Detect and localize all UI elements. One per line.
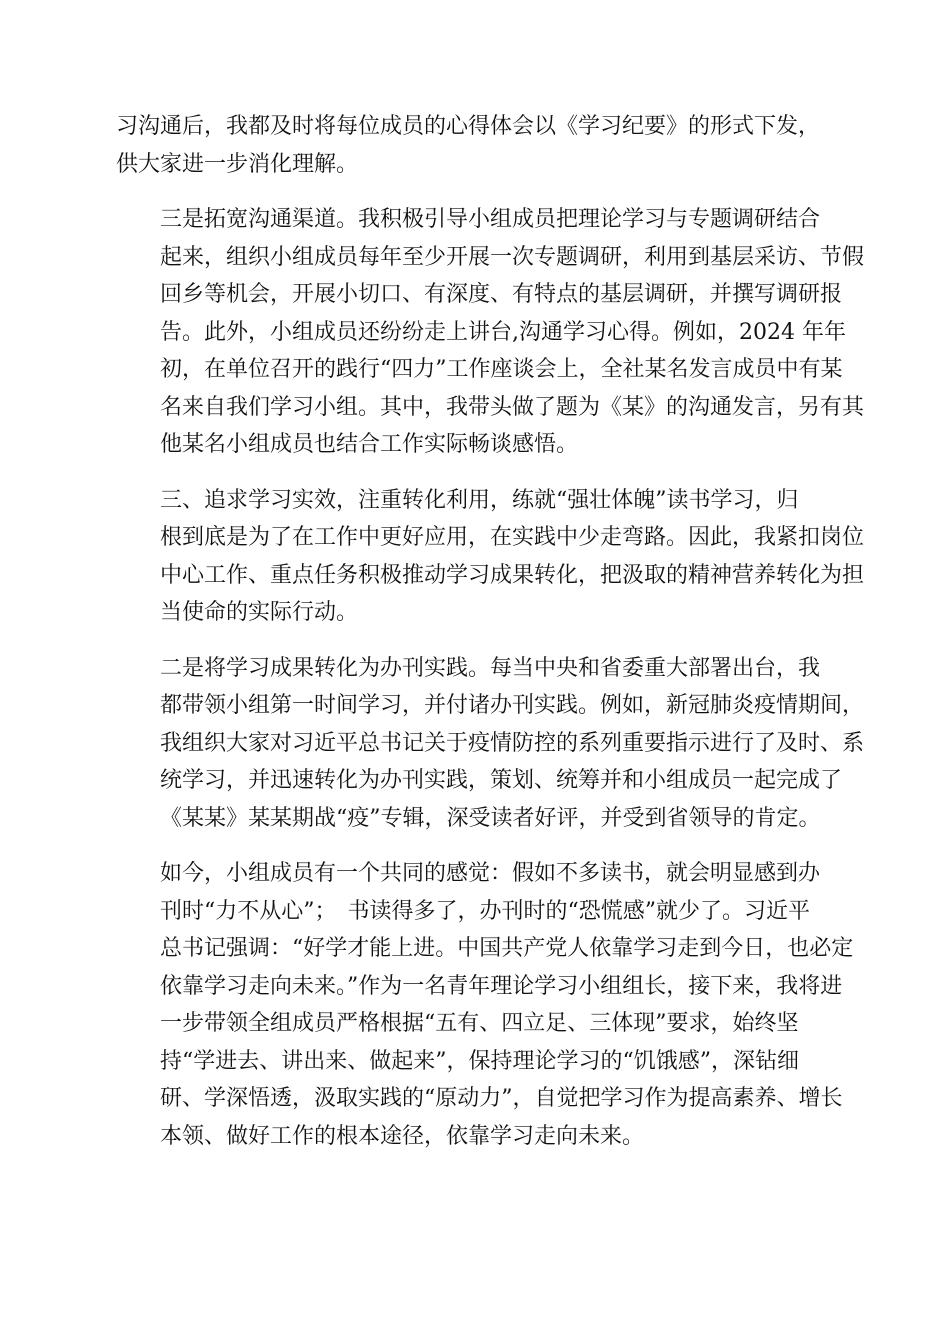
paragraph-line: 中心工作、重点任务积极推动学习成果转化，把汲取的精神营养转化为担 — [160, 562, 865, 588]
paragraph-line: 习沟通后，我都及时将每位成员的心得体会以《学习纪要》的形式下发， — [116, 114, 821, 139]
paragraph-line: 二是将学习成果转化为办刊实践。每当中央和省委重大部署出台，我 — [160, 655, 821, 681]
paragraph-1 — [116, 108, 838, 183]
paragraph-line: 供大家进一步消化理解。 — [116, 151, 359, 177]
paragraph-line: 告。此外，小组成员还纷纷走上讲台,沟通学习心得。例如，2024 年年 — [160, 319, 846, 345]
paragraph-line: 刊时“力不从心”； 书读得多了，办刊时的“恐慌感”就少了。习近平 — [160, 898, 810, 924]
paragraph-4 — [116, 650, 865, 838]
paragraph-5 — [116, 855, 854, 1155]
paragraph-line: 回乡等机会，开展小切口、有深度、有特点的基层调研，并撰写调研报 — [160, 282, 843, 307]
paragraph-line: 《某某》某某期战“疫”专辑，深受读者好评，并受到省领导的肯定。 — [160, 805, 821, 831]
paragraph-line: 三、追求学习实效，注重转化利用，练就“强壮体魄”读书学习，归 — [160, 487, 799, 513]
paragraph-line: 起来，组织小组成员每年至少开展一次专题调研，利用到基层采访、节假 — [160, 244, 865, 270]
paragraph-3 — [116, 482, 865, 632]
paragraph-line: 依靠学习走向未来。”作为一名青年理论学习小组组长，接下来，我将进 — [160, 973, 843, 999]
paragraph-line: 持“学进去、讲出来、做起来”，保持理论学习的“饥饿感”，深钻细 — [160, 1048, 799, 1074]
paragraph-line: 都带领小组第一时间学习，并付诸办刊实践。例如，新冠肺炎疫情期间， — [160, 693, 865, 718]
paragraph-line: 研、学深悟透，汲取实践的“原动力”，自觉把学习作为提高素养、增长 — [160, 1086, 843, 1111]
paragraph-2 — [116, 201, 865, 464]
paragraph-line: 三是拓宽沟通渠道。我积极引导小组成员把理论学习与专题调研结合 — [160, 207, 821, 232]
paragraph-line: 一步带领全组成员严格根据“五有、四立足、三体现”要求，始终坚 — [160, 1011, 799, 1036]
paragraph-line: 统学习，并迅速转化为办刊实践，策划、统筹并和小组成员一起完成了 — [160, 768, 843, 793]
paragraph-line: 总书记强调：“好学才能上进。中国共产党人依靠学习走到今日，也必定 — [160, 936, 854, 961]
paragraph-line: 如今，小组成员有一个共同的感觉：假如不多读书，就会明显感到办 — [160, 861, 821, 886]
paragraph-line: 名来自我们学习小组。其中，我带头做了题为《某》的沟通发言，另有其 — [160, 394, 865, 420]
paragraph-line: 本领、做好工作的根本途径，依靠学习走向未来。 — [160, 1123, 645, 1149]
paragraph-line: 初，在单位召开的践行“四力”工作座谈会上，全社某名发言成员中有某 — [160, 357, 843, 382]
paragraph-line: 根到底是为了在工作中更好应用，在实践中少走弯路。因此，我紧扣岗位 — [160, 525, 865, 550]
paragraph-line: 他某名小组成员也结合工作实际畅谈感悟。 — [160, 432, 579, 457]
paragraph-line: 当使命的实际行动。 — [160, 600, 359, 625]
paragraph-line: 我组织大家对习近平总书记关于疫情防控的系列重要指示进行了及时、系 — [160, 730, 865, 756]
document-body — [116, 108, 865, 1173]
